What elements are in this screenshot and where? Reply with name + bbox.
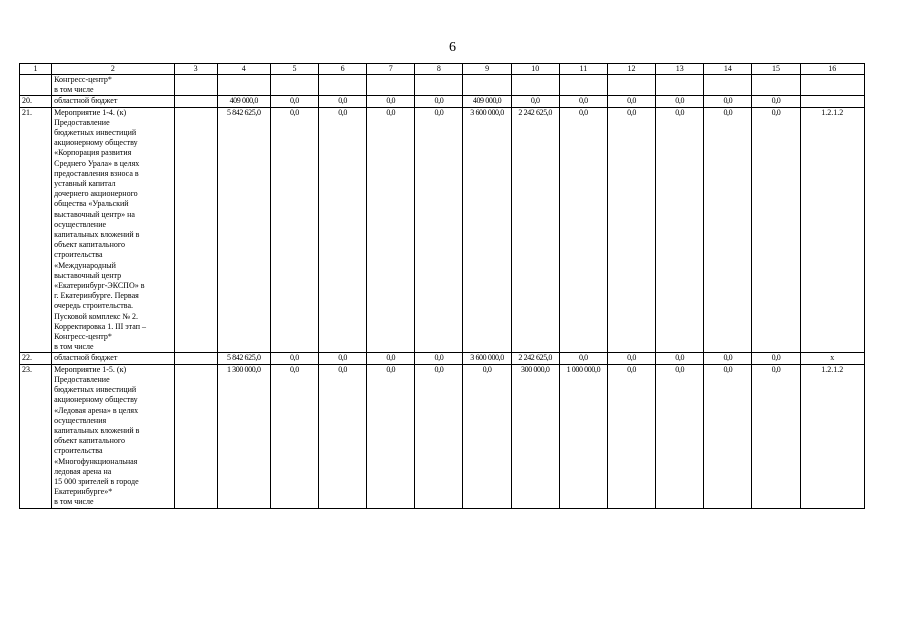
- description-cell: [52, 75, 174, 96]
- amount-cell: 0,0: [511, 96, 559, 107]
- amount-cell: 0,0: [270, 353, 318, 364]
- amount-cell: [367, 75, 415, 96]
- table-row: [20, 364, 865, 508]
- description-cell: [52, 353, 174, 364]
- description-line: бюджетных инвестиций: [54, 128, 137, 138]
- header-cell: 1: [20, 64, 52, 75]
- amount-cell: [463, 75, 511, 96]
- amount-cell: 0,0: [367, 364, 415, 508]
- description-cell: [52, 364, 174, 508]
- reference-cell: х: [800, 353, 864, 364]
- amount-cell: 0,0: [270, 364, 318, 508]
- table-row: [20, 353, 865, 364]
- description-line: бюджетных инвестиций: [54, 385, 137, 395]
- amount-cell: 2 242 625,0: [511, 353, 559, 364]
- amount-cell: 5 842 625,0: [217, 353, 270, 364]
- description-line: объект капитального: [54, 436, 125, 446]
- amount-cell: 0,0: [656, 364, 704, 508]
- description-line: 15 000 зрителей в городе: [54, 476, 139, 486]
- amount-cell: 0,0: [559, 96, 607, 107]
- table-row: [20, 107, 865, 353]
- description-line: Пусковой комплекс № 2.: [54, 311, 139, 321]
- amount-cell: 0,0: [704, 364, 752, 508]
- description-line: «Международный: [54, 260, 116, 270]
- amount-cell: 3 600 000,0: [463, 353, 511, 364]
- amount-cell: 0,0: [367, 107, 415, 353]
- amount-cell: 0,0: [367, 96, 415, 107]
- amount-cell: [174, 75, 217, 96]
- description-line: Мероприятие 1-5. (к): [54, 364, 127, 374]
- description-line: Среднего Урала» в целях: [54, 158, 140, 168]
- description-line: уставный капитал: [54, 179, 116, 189]
- description-line: объект капитального: [54, 240, 125, 250]
- description-line: осуществление: [54, 219, 107, 229]
- amount-cell: 0,0: [415, 96, 463, 107]
- description-line: «Екатеринбург-ЭКСПО» в: [54, 281, 145, 291]
- reference-cell: 1.2.1.2: [800, 364, 864, 508]
- amount-cell: [174, 364, 217, 508]
- amount-cell: 0,0: [656, 107, 704, 353]
- header-cell: 10: [511, 64, 559, 75]
- amount-cell: 0,0: [463, 364, 511, 508]
- row-number-cell: 21.: [20, 107, 52, 353]
- description-line: ледовая арена на: [54, 466, 112, 476]
- amount-cell: 0,0: [559, 107, 607, 353]
- description-line: акционерному обществу: [54, 138, 138, 148]
- description-line: выставочный центр» на: [54, 209, 135, 219]
- amount-cell: 0,0: [607, 96, 655, 107]
- amount-cell: 0,0: [319, 107, 367, 353]
- amount-cell: 0,0: [752, 96, 800, 107]
- amount-cell: [415, 75, 463, 96]
- row-number-cell: 23.: [20, 364, 52, 508]
- description-line: Мероприятие 1-4. (к): [54, 107, 127, 117]
- amount-cell: 0,0: [607, 107, 655, 353]
- header-cell: 2: [52, 64, 174, 75]
- amount-cell: 409 000,0: [217, 96, 270, 107]
- amount-cell: 0,0: [704, 107, 752, 353]
- page-number: 6: [449, 40, 456, 55]
- header-cell: 14: [704, 64, 752, 75]
- description-line: в том числе: [54, 85, 94, 95]
- description-line: Предоставление: [54, 374, 110, 384]
- amount-cell: 0,0: [752, 364, 800, 508]
- row-number-cell: 20.: [20, 96, 52, 107]
- amount-cell: [511, 75, 559, 96]
- description-line: строительства: [54, 446, 103, 456]
- amount-cell: 0,0: [319, 364, 367, 508]
- budget-table: [19, 63, 865, 509]
- description-cell: [52, 96, 174, 107]
- description-line: г. Екатеринбурге. Первая: [54, 291, 139, 301]
- amount-cell: [270, 75, 318, 96]
- description-line: областной бюджет: [54, 353, 118, 363]
- header-cell: 9: [463, 64, 511, 75]
- description-line: дочернего акционерного: [54, 189, 138, 199]
- description-line: Екатеринбурге»*: [54, 487, 113, 497]
- amount-cell: 0,0: [415, 353, 463, 364]
- row-number-cell: [20, 75, 52, 96]
- description-line: Корректировка 1. III этап –: [54, 321, 146, 331]
- description-line: общества «Уральский: [54, 199, 129, 209]
- header-cell: 12: [607, 64, 655, 75]
- description-line: предоставления взноса в: [54, 168, 139, 178]
- amount-cell: [319, 75, 367, 96]
- amount-cell: [217, 75, 270, 96]
- amount-cell: 0,0: [319, 353, 367, 364]
- description-line: очередь строительства.: [54, 301, 134, 311]
- amount-cell: 2 242 625,0: [511, 107, 559, 353]
- description-line: капитальных вложений в: [54, 425, 140, 435]
- description-line: выставочный центр: [54, 270, 122, 280]
- amount-cell: 0,0: [270, 96, 318, 107]
- amount-cell: 0,0: [607, 364, 655, 508]
- amount-cell: 0,0: [704, 96, 752, 107]
- description-line: в том числе: [54, 342, 94, 352]
- description-line: акционерному обществу: [54, 395, 138, 405]
- reference-cell: [800, 96, 864, 107]
- description-line: Конгресс-центр*: [54, 332, 112, 342]
- amount-cell: 0,0: [752, 107, 800, 353]
- amount-cell: 0,0: [656, 353, 704, 364]
- description-line: Предоставление: [54, 117, 110, 127]
- header-cell: 4: [217, 64, 270, 75]
- description-line: «Ледовая арена» в целях: [54, 405, 139, 415]
- header-cell: 3: [174, 64, 217, 75]
- description-line: «Многофункциональная: [54, 456, 138, 466]
- amount-cell: 3 600 000,0: [463, 107, 511, 353]
- amount-cell: 300 000,0: [511, 364, 559, 508]
- amount-cell: 0,0: [704, 353, 752, 364]
- amount-cell: 0,0: [752, 353, 800, 364]
- description-line: в том числе: [54, 497, 94, 507]
- amount-cell: 0,0: [270, 107, 318, 353]
- description-line: осуществления: [54, 415, 107, 425]
- row-number-cell: 22.: [20, 353, 52, 364]
- header-cell: 16: [800, 64, 864, 75]
- amount-cell: 0,0: [559, 353, 607, 364]
- table-row: [20, 96, 865, 107]
- amount-cell: 0,0: [415, 364, 463, 508]
- amount-cell: 1 000 000,0: [559, 364, 607, 508]
- amount-cell: [559, 75, 607, 96]
- header-cell: 15: [752, 64, 800, 75]
- header-cell: 8: [415, 64, 463, 75]
- description-line: строительства: [54, 250, 103, 260]
- amount-cell: [174, 353, 217, 364]
- description-line: «Корпорация развития: [54, 148, 132, 158]
- amount-cell: 0,0: [367, 353, 415, 364]
- header-row: [20, 64, 865, 75]
- amount-cell: 5 842 625,0: [217, 107, 270, 353]
- amount-cell: 1 300 000,0: [217, 364, 270, 508]
- amount-cell: 0,0: [319, 96, 367, 107]
- reference-cell: [800, 75, 864, 96]
- header-cell: 6: [319, 64, 367, 75]
- amount-cell: 0,0: [607, 353, 655, 364]
- amount-cell: [607, 75, 655, 96]
- amount-cell: 409 000,0: [463, 96, 511, 107]
- amount-cell: 0,0: [656, 96, 704, 107]
- description-line: капитальных вложений в: [54, 230, 140, 240]
- amount-cell: [174, 96, 217, 107]
- header-cell: 7: [367, 64, 415, 75]
- description-line: областной бюджет: [54, 96, 118, 106]
- amount-cell: [704, 75, 752, 96]
- amount-cell: [656, 75, 704, 96]
- description-line: Конгресс-центр*: [54, 75, 112, 84]
- reference-cell: 1.2.1.2: [800, 107, 864, 353]
- description-cell: [52, 107, 174, 353]
- header-cell: 5: [270, 64, 318, 75]
- header-cell: 11: [559, 64, 607, 75]
- amount-cell: [752, 75, 800, 96]
- header-cell: 13: [656, 64, 704, 75]
- amount-cell: 0,0: [415, 107, 463, 353]
- table-row: [20, 75, 865, 96]
- amount-cell: [174, 107, 217, 353]
